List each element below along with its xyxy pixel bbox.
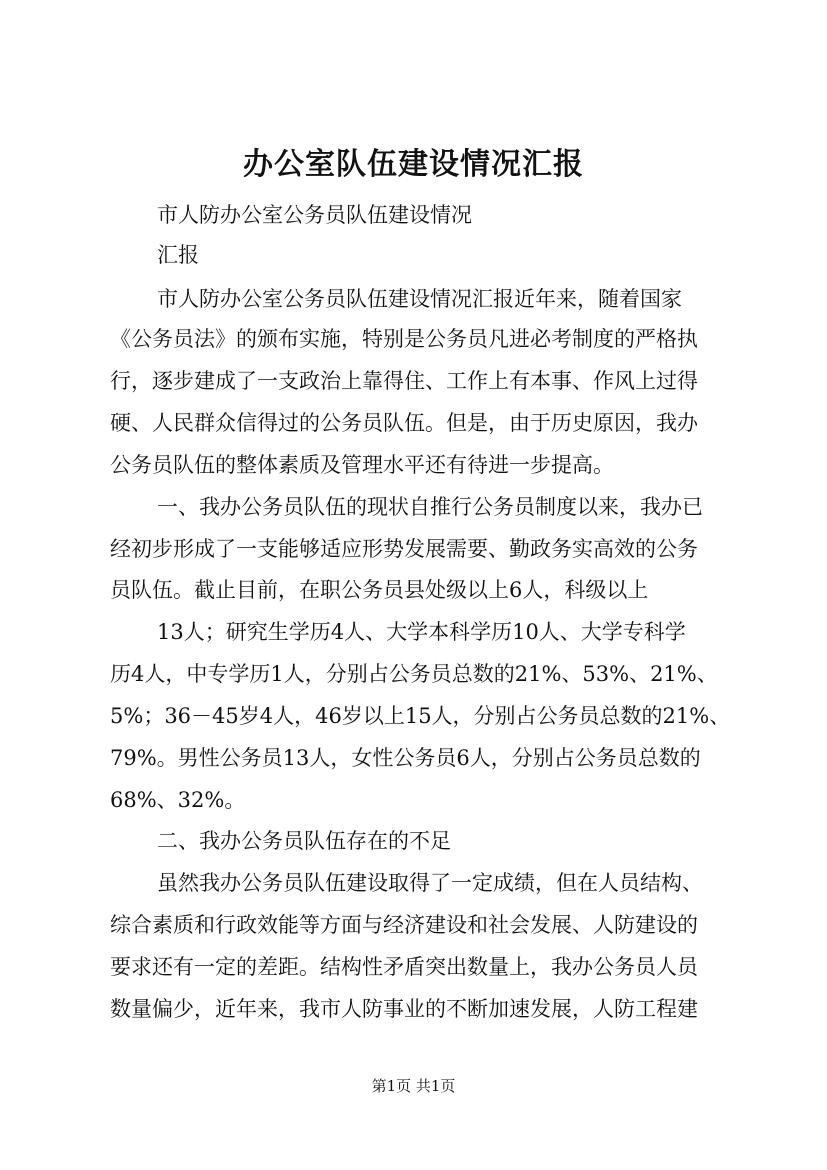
text-line: 数量偏少，近年来，我市人防事业的不断加速发展，人防工程建 xyxy=(110,997,698,1021)
text-line: 历4人，中专学历1人，分别占公务员总数的21%、53%、21%、 xyxy=(110,662,718,686)
text-line: 要求还有一定的差距。结构性矛盾突出数量上，我办公务员人员 xyxy=(110,955,698,979)
text-line: 5%；36－45岁4人，46岁以上15人，分别占公务员总数的21%、 xyxy=(110,704,731,728)
document-title: 办公室队伍建设情况汇报 xyxy=(243,147,584,182)
text-line: 公务员队伍的整体素质及管理水平还有待进一步提高。 xyxy=(110,453,614,477)
text-line: 13人；研究生学历4人、大学本科学历10人、大学专科学 xyxy=(157,620,686,644)
page-footer: 第1页 共1页 xyxy=(371,1077,456,1095)
text-line: 市人防办公室公务员队伍建设情况 xyxy=(157,203,472,227)
text-line: 二、我办公务员队伍存在的不足 xyxy=(157,829,451,853)
text-line: 经初步形成了一支能够适应形势发展需要、勤政务实高效的公务 xyxy=(110,537,698,561)
text-line: 综合素质和行政效能等方面与经济建设和社会发展、人防建设的 xyxy=(110,913,698,937)
text-line: 79%。男性公务员13人，女性公务员6人，分别占公务员总数的 xyxy=(110,746,701,770)
text-line: 行，逐步建成了一支政治上靠得住、工作上有本事、作风上过得 xyxy=(110,369,698,393)
text-line: 68%、32%。 xyxy=(110,788,246,812)
text-line: 市人防办公室公务员队伍建设情况汇报近年来，随着国家 xyxy=(157,287,682,311)
text-line: 硬、人民群众信得过的公务员队伍。但是，由于历史原因，我办 xyxy=(110,411,698,435)
text-line: 《公务员法》的颁布实施，特别是公务员凡进必考制度的严格执 xyxy=(110,327,698,351)
text-line: 汇报 xyxy=(157,243,199,267)
text-line: 虽然我办公务员队伍建设取得了一定成绩，但在人员结构、 xyxy=(157,871,703,895)
text-line: 员队伍。截止目前，在职公务员县处级以上6人，科级以上 xyxy=(110,578,649,602)
text-line: 一、我办公务员队伍的现状自推行公务员制度以来，我办已 xyxy=(157,495,703,519)
